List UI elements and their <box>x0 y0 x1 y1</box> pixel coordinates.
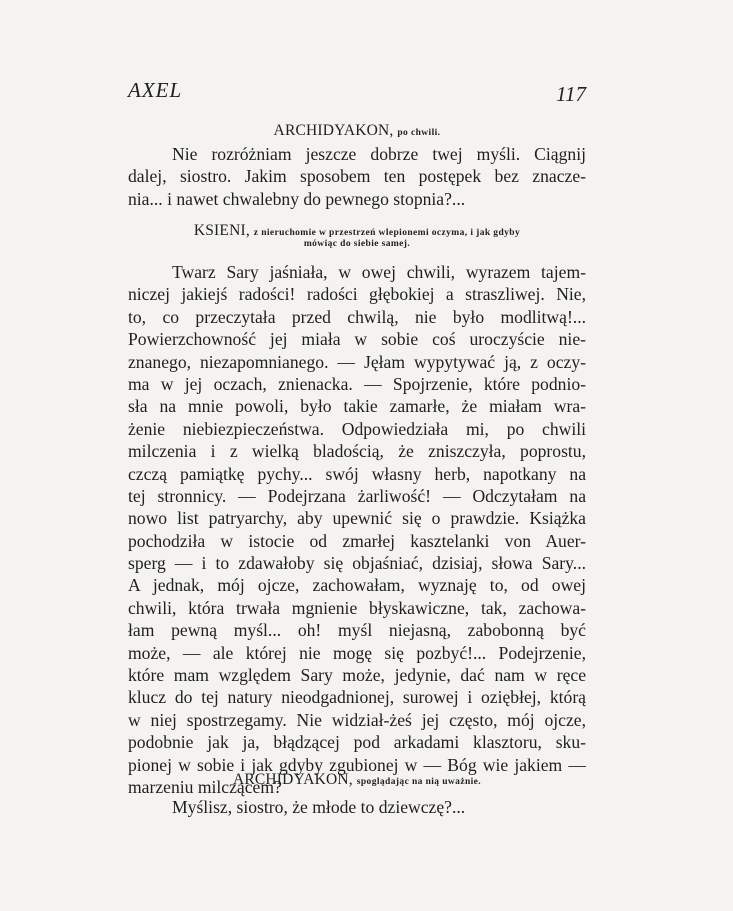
text-line: podobnie jak ja, błądzącej pod arkadami klasztoru, sku- <box>128 732 586 753</box>
text-line: niczej jakiejś radości! radości głębokiej a straszliwej. Nie, <box>128 284 586 305</box>
text-line: sperg — i to zdawałoby się objaśniać, dzisiaj, słowa Sary... <box>128 553 586 574</box>
speaker-heading-ksieni <box>128 222 586 250</box>
text-line: Myślisz, siostro, że młode to dziewczę?... <box>172 797 466 817</box>
speaker-name: KSIENI, <box>193 222 250 239</box>
text-line: A jednak, mój ojcze, zachowałam, wyznaję to, od owej <box>128 575 586 596</box>
text-line: ma w jej oczach, znienacka. — Spojrzenie, które podnio- <box>128 373 586 394</box>
text-line: żenie niebiezpieczeństwa. Odpowiedziała mi, po chwili <box>128 418 586 439</box>
speaker-heading-archidyakon-2 <box>128 771 586 791</box>
text-line: milczenia i z wielką bladością, że zniszczyła, poprostu, <box>128 441 586 462</box>
text-line: w niej spostrzegamy. Nie widział-żeś jej często, mój ojcze, <box>128 709 586 730</box>
text-line: pochodziła w istocie od zmarłej kasztelanki von Auer- <box>128 530 586 551</box>
text-line: dalej, siostro. Jakim sposobem ten postępek bez znacze- <box>128 166 586 187</box>
text-line: klucz do tej natury nieodgadnionej, surowej i oziębłej, którą <box>128 687 586 708</box>
text-line: Powierzchowność jej miała w sobie coś uroczyście nie- <box>128 329 586 350</box>
text-line: Nie rozróżniam jeszcze dobrze twej myśli. Ciągnij <box>172 144 586 164</box>
text-line: czczą pamiątkę pychy... swój własny herb, napotkany na <box>128 463 586 484</box>
text-line: sła na mnie powoli, było takie zamarłe, że miałam wra- <box>128 396 586 417</box>
text-line: nia... i nawet chwalebny do pewnego stopnia?... <box>128 188 466 209</box>
text-line: chwili, która trwała mgnienie błyskawiczne, tak, zachowa- <box>128 597 586 618</box>
page-number: 117 <box>556 82 586 106</box>
text-line: znanego, niezapomnianego. — Jęłam wypytywać ją, z oczy- <box>128 351 586 372</box>
speech-paragraph-2 <box>128 261 586 798</box>
stage-direction: po chwili. <box>397 128 441 138</box>
text-line: które mam względem Sary może, jedynie, dać nam w ręce <box>128 665 586 686</box>
text-line: łam pewną myśl... oh! myśl niejasną, zabobonną być <box>128 620 586 641</box>
stage-direction: spoglądając na nią uważnie. <box>356 777 482 787</box>
text-line: to, co przeczytała przed chwilą, nie było modlitwą!... <box>128 306 586 327</box>
speech-paragraph-3 <box>128 796 586 818</box>
text-line: pionej w sobie i jak gdyby zgubionej w — Bóg wie jakiem — <box>128 754 586 775</box>
text-line: tej stronnicy. — Podejrzana żarliwość! — Odczytałam na <box>128 485 586 506</box>
stage-direction: z nieruchomie w przestrzeń wlepionemi oczyma, i jak gdyby <box>253 228 521 238</box>
speaker-name: ARCHIDYAKON, <box>232 771 353 788</box>
text-line: może, — ale której nie mogę się pozbyć!... Podejrzenie, <box>128 642 586 663</box>
speaker-name: ARCHIDYAKON, <box>273 122 394 139</box>
running-head <box>128 78 586 106</box>
speech-paragraph-1 <box>128 143 586 210</box>
text-line: marzeniu milczącem? <box>128 776 282 797</box>
stage-direction-continued: mówiąc do siebie samej. <box>303 239 411 249</box>
speaker-heading-archidyakon-1 <box>128 122 586 142</box>
running-title: AXEL <box>128 78 183 102</box>
text-line: Twarz Sary jaśniała, w owej chwili, wyrazem tajem- <box>172 262 586 282</box>
text-line: nowo list patryarchy, aby upewnić się o prawdzie. Książka <box>128 508 586 529</box>
